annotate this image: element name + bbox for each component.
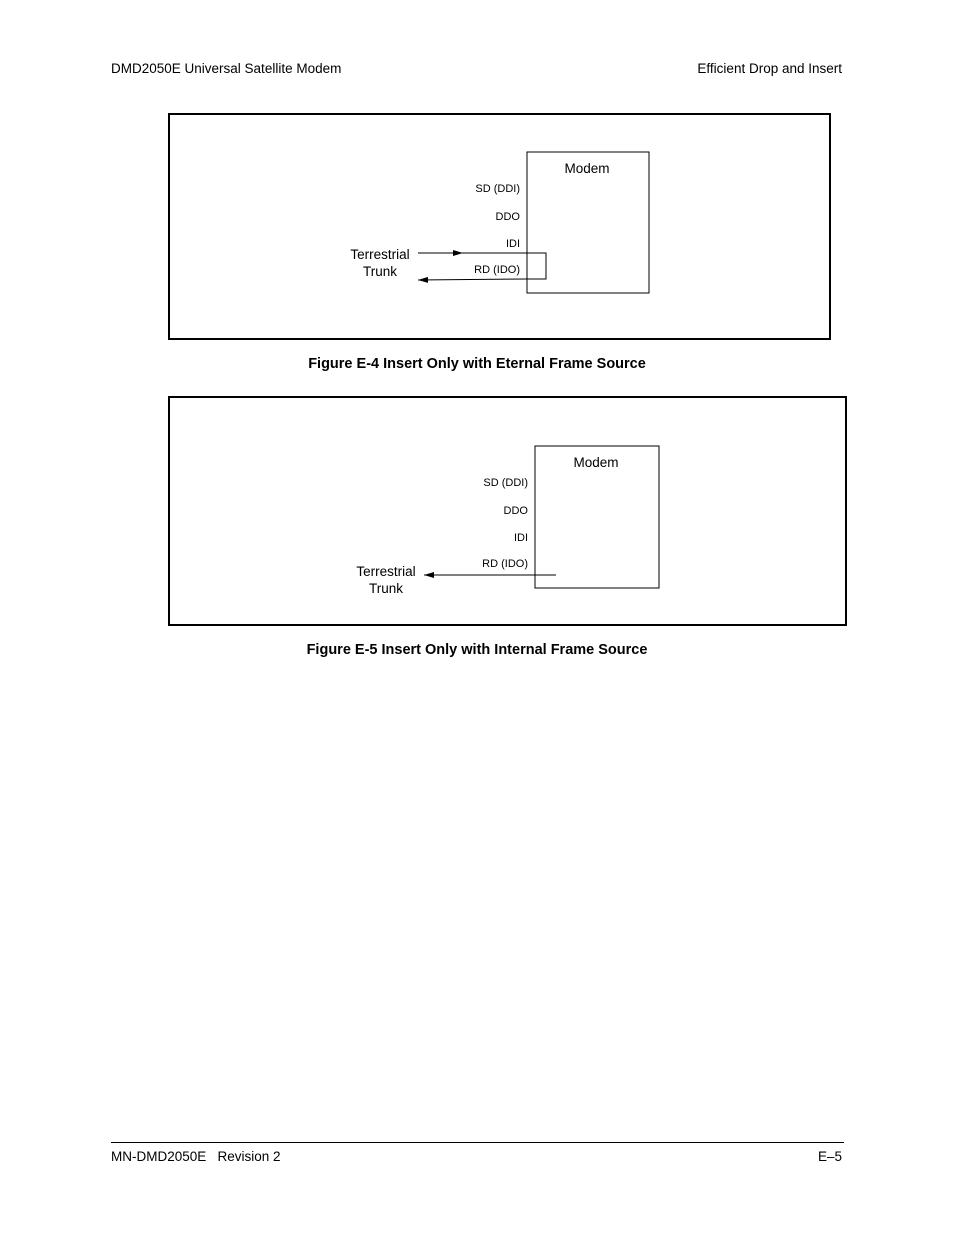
modem-label: Modem: [573, 455, 619, 470]
trunk-label-line2: Trunk: [368, 581, 404, 596]
port-rd-ido-label: RD (IDO): [474, 264, 520, 276]
port-idi-label: IDI: [505, 238, 520, 250]
figure-e4-frame: [168, 113, 831, 340]
trunk-label-line1: Terrestrial: [356, 564, 416, 579]
modem-label: Modem: [564, 161, 610, 176]
port-idi-label: IDI: [513, 532, 528, 544]
footer-divider: [111, 1142, 844, 1143]
figure-e4-caption: Figure E-4 Insert Only with Eternal Frame Source: [308, 356, 646, 372]
rd-output-line: [418, 279, 527, 280]
port-ddo-label: DDO: [503, 505, 528, 517]
port-ddo-label: DDO: [495, 211, 520, 223]
port-rd-ido-label: RD (IDO): [482, 558, 528, 570]
footer-document-number: MN-DMD2050E Revision 2: [111, 1149, 281, 1164]
figure-e5-caption: Figure E-5 Insert Only with Internal Frame Source: [306, 642, 648, 658]
figure-e5-diagram: [170, 398, 849, 628]
figure-e4-diagram: [170, 115, 833, 342]
footer-page-number: E–5: [817, 1149, 842, 1164]
trunk-label-line1: Terrestrial: [350, 247, 410, 262]
figure-e5-frame: [168, 396, 847, 626]
header-section-title: Efficient Drop and Insert: [697, 61, 842, 76]
port-sd-ddi-label: SD (DDI): [483, 477, 528, 489]
header-document-title: DMD2050E Universal Satellite Modem: [111, 61, 342, 76]
trunk-label-line2: Trunk: [362, 264, 398, 279]
port-sd-ddi-label: SD (DDI): [475, 183, 520, 195]
